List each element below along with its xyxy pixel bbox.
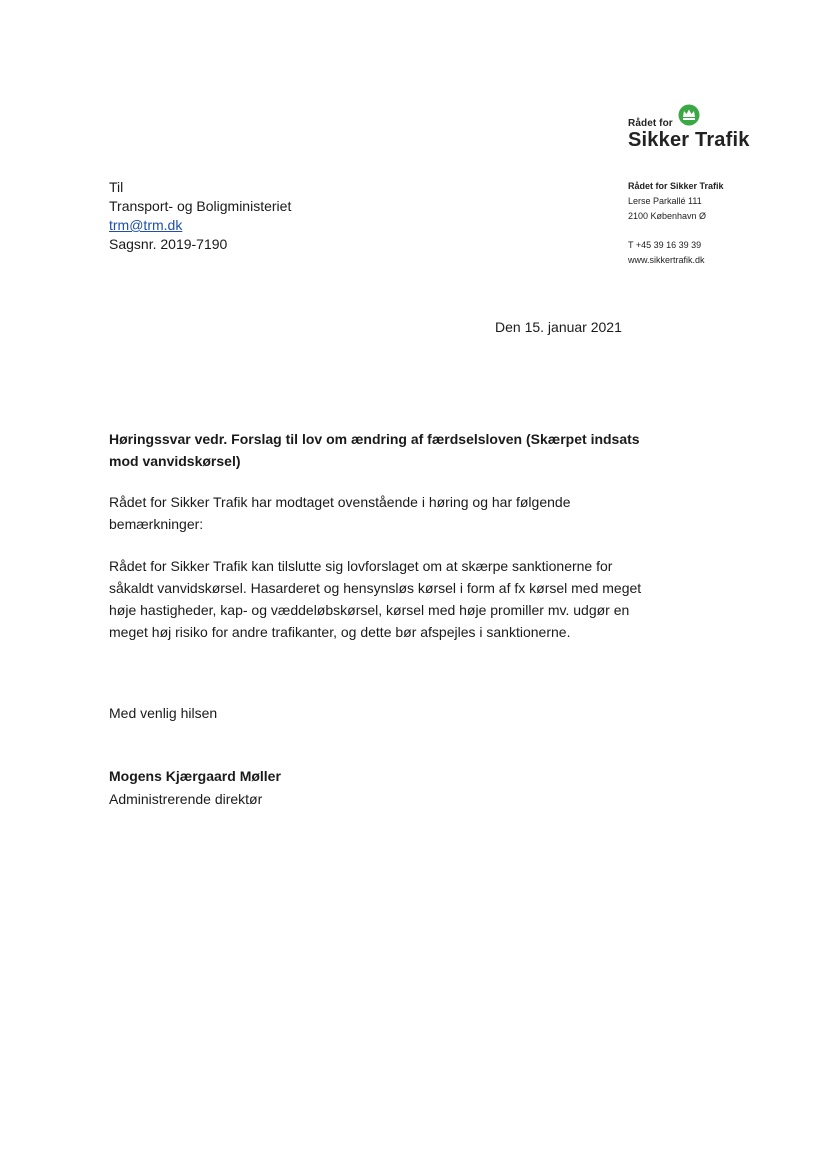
recipient-block [109, 178, 291, 254]
recipient-ministry: Transport- og Boligministeriet [109, 198, 292, 214]
logo [628, 104, 758, 154]
paragraph-intro: Rådet for Sikker Trafik har modtaget ovenstående i høring og har følgende bemærkninger: [109, 494, 571, 532]
recipient-case-number: Sagsnr. 2019-7190 [109, 236, 228, 252]
letter-subject: Høringssvar vedr. Forslag til lov om ændring af færdselsloven (Skærpet indsats mod vanvidskørsel) [109, 431, 640, 469]
sender-phone: T +45 39 16 39 39 [628, 240, 702, 250]
paragraph-body: Rådet for Sikker Trafik kan tilslutte sig lovforslaget om at skærpe sanktionerne for såkaldt vanvidskørsel. Hasarderet og hensynsløs kørsel i form af fx kørsel med meget høje hastigheder, kap- og væddeløbskørsel, kørsel med høje promiller mv. udgør en meget høj risiko for andre trafikanter, og dette bør afspejles i sanktionerne. [109, 558, 642, 640]
letter-date: Den 15. januar 2021 [495, 319, 622, 335]
crown-emblem-icon [678, 104, 700, 126]
signature-name: Mogens Kjærgaard Møller [109, 768, 281, 784]
sender-web: www.sikkertrafik.dk [628, 255, 705, 265]
logo-small-text: Rådet for [628, 118, 673, 129]
recipient-email-link[interactable]: trm@trm.dk [109, 217, 183, 233]
sender-city: 2100 København Ø [628, 211, 707, 221]
signature-title: Administrerende direktør [109, 791, 263, 807]
recipient-line-til: Til [109, 179, 124, 195]
sender-address-block [628, 179, 724, 268]
logo-big-text: Sikker Trafik [628, 129, 750, 151]
sender-street: Lerse Parkallé 111 [628, 196, 702, 206]
closing-greeting: Med venlig hilsen [109, 705, 218, 721]
sender-name: Rådet for Sikker Trafik [628, 181, 724, 191]
